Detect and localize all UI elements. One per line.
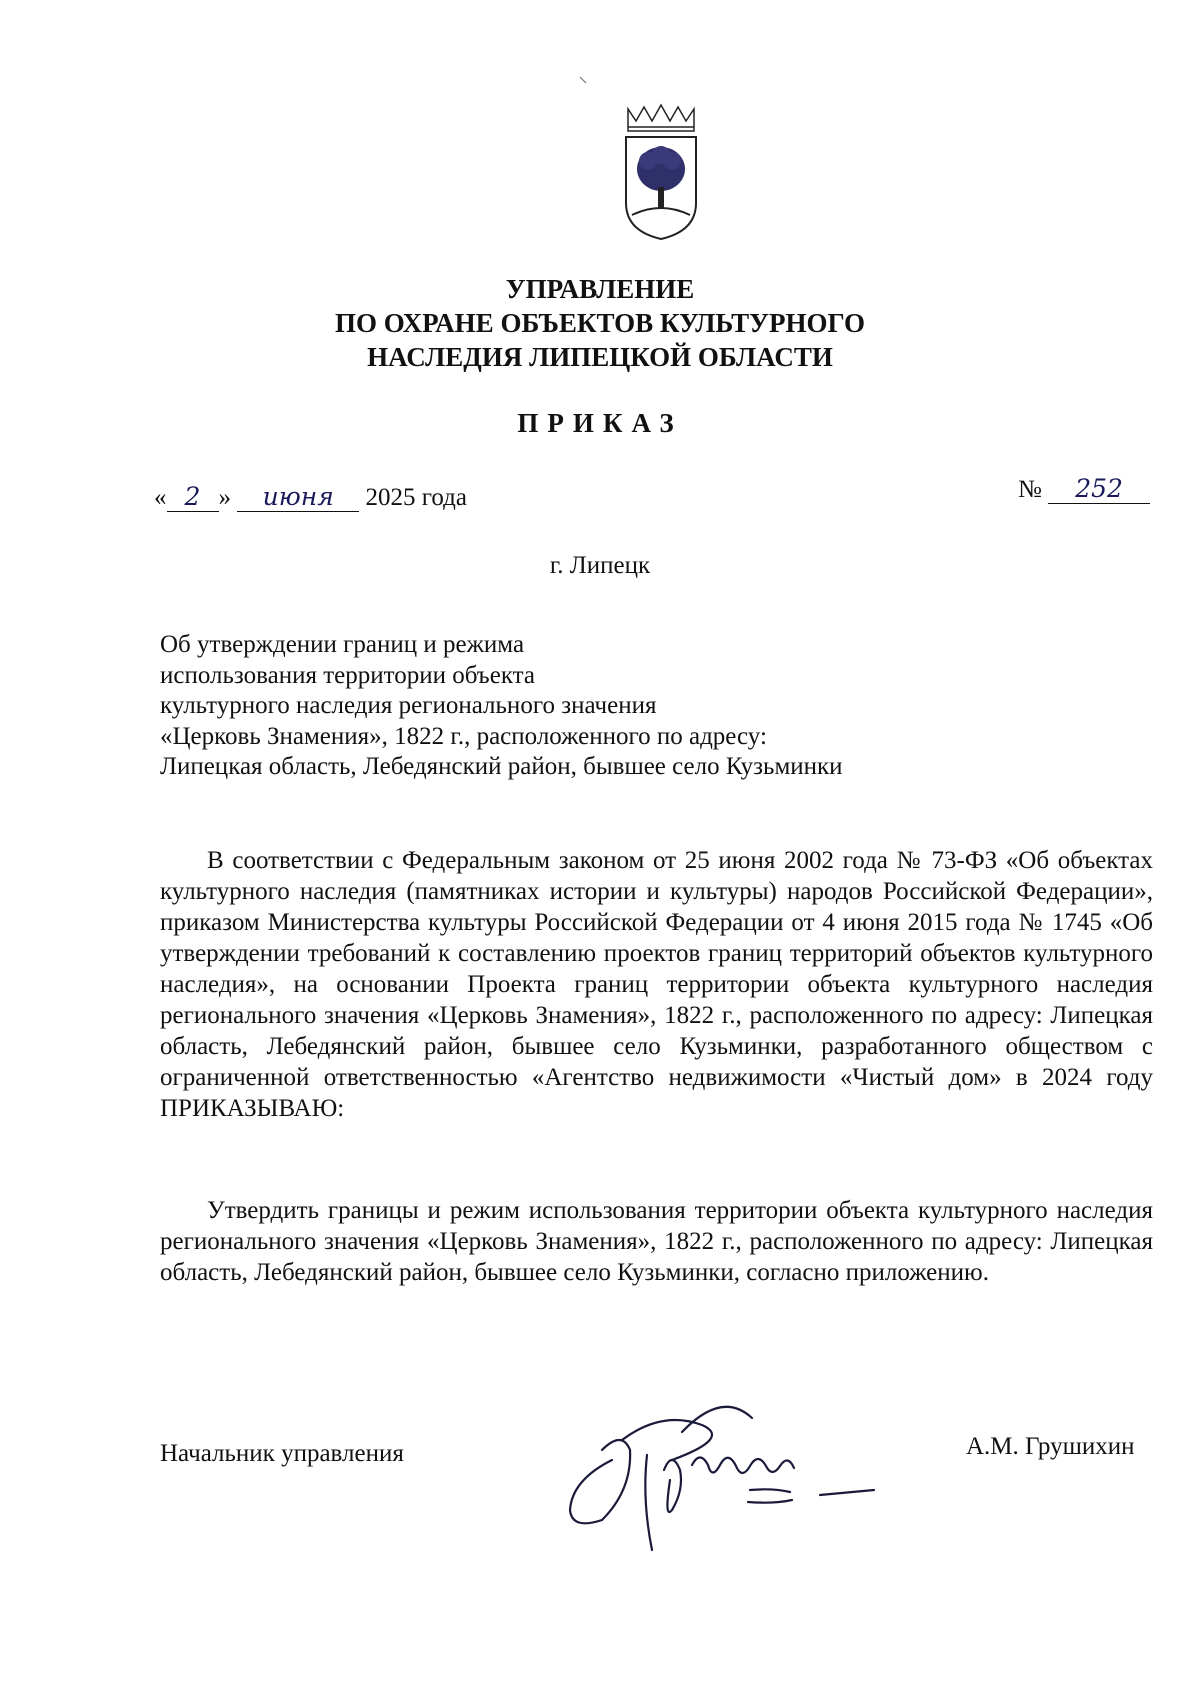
signatory-name: А.М. Грушихин: [966, 1433, 1135, 1460]
order-number: [1018, 475, 1150, 504]
date-year: 2025 года: [365, 484, 467, 511]
city-line: г. Липецк: [549, 552, 651, 579]
subject-line-4: «Церковь Знамения», 1822 г., расположенного по адресу:: [160, 722, 767, 750]
crown-icon: [628, 105, 694, 131]
preamble-paragraph: В соответствии с Федеральным законом от 25 июня 2002 года № 73-ФЗ «Об объектах культурного наследия (памятниках истории и культуры) народов Российской Федерации», приказом Министерства культуры Российской Федерации от 4 июня 2015 года № 1745 «Об утверждении требований к составлению проектов границ территорий объектов культурного наследия», на основании Проекта границ территории объекта культурного наследия регионального значения «Церковь Знамения», 1822 г., расположенного по адресу: Липецкая область, Лебедянский район, бывшее село Кузьминки, разработанного обществом с ограниченной ответственностью «Агентство недвижимости «Чистый дом» в 2024 году ПРИКАЗЫВАЮ:: [160, 847, 1153, 1122]
order-title: ПРИКАЗ: [517, 408, 683, 438]
date-month: июня: [237, 483, 359, 512]
scan-speck: [578, 75, 588, 85]
subject-line-3: культурного наследия регионального значения: [160, 692, 657, 719]
date-close-quote: »: [218, 484, 231, 511]
order-date: [154, 483, 467, 512]
order-subject: [160, 630, 940, 783]
date-open-quote: «: [154, 484, 167, 511]
subject-line-2: использования территории объекта: [160, 661, 535, 689]
coat-of-arms-emblem: [622, 103, 700, 241]
signatory-position: Начальник управления: [160, 1440, 404, 1467]
hill-shape: [632, 208, 690, 215]
subject-line-5: Липецкая область, Лебедянский район, бывшее село Кузьминки: [160, 753, 843, 780]
header-line-1: УПРАВЛЕНИЕ: [505, 274, 695, 304]
number-prefix: №: [1018, 476, 1042, 503]
header-line-3: НАСЛЕДИЯ ЛИПЕЦКОЙ ОБЛАСТИ: [367, 342, 833, 372]
tree-icon: [637, 146, 685, 209]
header-line-2: ПО ОХРАНЕ ОБЪЕКТОВ КУЛЬТУРНОГО: [335, 308, 865, 338]
date-day: 2: [167, 483, 219, 512]
number-value: 252: [1048, 475, 1150, 504]
handwritten-signature: [552, 1370, 942, 1570]
order-paragraph: Утвердить границы и режим использования территории объекта культурного наследия регионального значения «Церковь Знамения», 1822 г., расположенного по адресу: Липецкая область, Лебедянский район, бывшее село Кузьминки, согласно приложению.: [160, 1197, 1153, 1286]
organization-header: [0, 272, 1200, 374]
subject-line-1: Об утверждении границ и режима: [160, 631, 525, 658]
